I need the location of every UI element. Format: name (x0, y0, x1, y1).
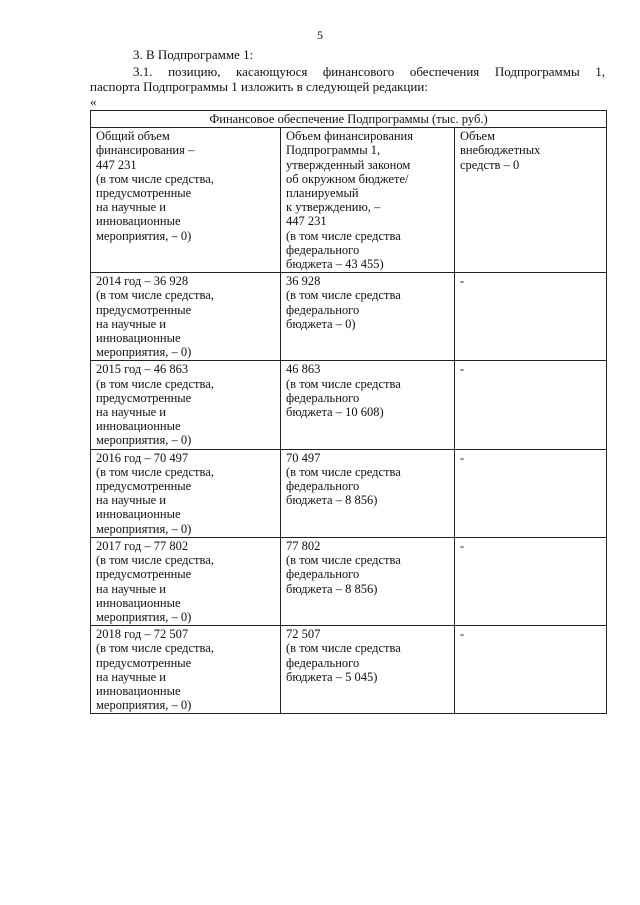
cell-line: на научные и (96, 581, 166, 596)
cell-line: бюджета – 0) (286, 316, 356, 331)
cell-line: - (460, 538, 465, 553)
financing-table (90, 110, 607, 714)
program-financing-cell (281, 361, 455, 449)
table-row (91, 537, 607, 625)
cell-line: предусмотренные (96, 655, 192, 670)
page-number: 5 (317, 28, 323, 42)
cell-line: федерального (286, 655, 360, 670)
total-financing-cell (91, 626, 281, 714)
table-row (91, 626, 607, 714)
cell-line: Подпрограммы 1, (286, 143, 381, 158)
extrabudgetary-cell (455, 537, 607, 625)
cell-line: - (460, 362, 465, 377)
cell-line: 2014 год – 36 928 (96, 274, 189, 289)
cell-line: федерального (286, 242, 360, 257)
cell-line: 2015 год – 46 863 (96, 362, 189, 377)
extrabudgetary-cell (455, 128, 607, 273)
cell-line: 447 231 (286, 214, 327, 229)
extrabudgetary-cell (455, 449, 607, 537)
cell-line: (в том числе средства, (96, 171, 214, 186)
cell-line: (в том числе средства, (96, 553, 214, 568)
cell-line: инновационные (96, 683, 181, 698)
table-row (91, 273, 607, 361)
program-financing-cell (281, 626, 455, 714)
cell-line: - (460, 450, 465, 465)
cell-line: федерального (286, 567, 360, 582)
cell-line: на научные и (96, 669, 166, 684)
program-financing-cell (281, 128, 455, 273)
extrabudgetary-cell (455, 273, 607, 361)
cell-line: федерального (286, 479, 360, 494)
cell-line: финансирования – (96, 143, 195, 158)
paragraph-line-1: 3.1. позицию, касающуюся финансового обеспечения Подпрограммы 1, (133, 64, 605, 79)
cell-line: к утверждению, – (286, 200, 381, 215)
cell-line: бюджета – 5 045) (286, 669, 378, 684)
cell-line: утвержденный законом (286, 157, 411, 172)
cell-line: (в том числе средства (286, 228, 401, 243)
cell-line: инновационные (96, 331, 181, 346)
cell-line: - (460, 627, 465, 642)
cell-line: (в том числе средства, (96, 376, 214, 391)
cell-line: внебюджетных (460, 143, 541, 158)
cell-line: на научные и (96, 493, 166, 508)
total-financing-cell (91, 128, 281, 273)
cell-line: 72 507 (286, 627, 321, 642)
cell-line: (в том числе средства (286, 553, 401, 568)
cell-line: инновационные (96, 507, 181, 522)
cell-line: (в том числе средства, (96, 464, 214, 479)
cell-line: инновационные (96, 419, 181, 434)
cell-line: (в том числе средства, (96, 288, 214, 303)
cell-line: мероприятия, – 0) (96, 345, 192, 360)
amendment-paragraph (90, 64, 605, 94)
extrabudgetary-cell (455, 361, 607, 449)
cell-line: бюджета – 8 856) (286, 493, 378, 508)
cell-line: мероприятия, – 0) (96, 521, 192, 536)
cell-line: 447 231 (96, 157, 137, 172)
cell-line: мероприятия, – 0) (96, 433, 192, 448)
opening-quote: « (90, 94, 97, 109)
table-title: Финансовое обеспечение Подпрограммы (тыс. руб.) (91, 111, 607, 128)
total-financing-cell (91, 449, 281, 537)
cell-line: бюджета – 8 856) (286, 581, 378, 596)
cell-line: Объем финансирования (286, 129, 413, 144)
cell-line: предусмотренные (96, 302, 192, 317)
total-financing-cell (91, 537, 281, 625)
cell-line: мероприятия, – 0) (96, 609, 192, 624)
program-financing-cell (281, 273, 455, 361)
cell-line: 2016 год – 70 497 (96, 450, 189, 465)
cell-line: 36 928 (286, 274, 321, 289)
cell-line: предусмотренные (96, 390, 192, 405)
cell-line: (в том числе средства, (96, 641, 214, 656)
cell-line: мероприятия, – 0) (96, 228, 192, 243)
cell-line: мероприятия, – 0) (96, 698, 192, 713)
cell-line: предусмотренные (96, 567, 192, 582)
cell-line: бюджета – 10 608) (286, 405, 384, 420)
cell-line: федерального (286, 390, 360, 405)
cell-line: - (460, 274, 465, 289)
cell-line: федерального (286, 302, 360, 317)
cell-line: (в том числе средства (286, 288, 401, 303)
cell-line: бюджета – 43 455) (286, 257, 384, 272)
table-row (91, 449, 607, 537)
table-title-row (91, 111, 607, 128)
extrabudgetary-cell (455, 626, 607, 714)
cell-line: инновационные (96, 595, 181, 610)
cell-line: Общий объем (96, 129, 170, 144)
cell-line: предусмотренные (96, 186, 192, 201)
section-heading: 3. В Подпрограмме 1: (133, 47, 254, 62)
program-financing-cell (281, 449, 455, 537)
cell-line: (в том числе средства (286, 464, 401, 479)
cell-line: инновационные (96, 214, 181, 229)
cell-line: 2018 год – 72 507 (96, 627, 189, 642)
cell-line: (в том числе средства (286, 641, 401, 656)
cell-line: (в том числе средства (286, 376, 401, 391)
cell-line: планируемый (286, 186, 359, 201)
cell-line: на научные и (96, 316, 166, 331)
cell-line: 46 863 (286, 362, 321, 377)
cell-line: 70 497 (286, 450, 321, 465)
cell-line: на научные и (96, 200, 166, 215)
cell-line: 77 802 (286, 538, 321, 553)
cell-line: средств – 0 (460, 157, 520, 172)
cell-line: предусмотренные (96, 479, 192, 494)
cell-line: Объем (460, 129, 495, 144)
cell-line: на научные и (96, 405, 166, 420)
cell-line: об окружном бюджете/ (286, 171, 409, 186)
program-financing-cell (281, 537, 455, 625)
total-financing-cell (91, 273, 281, 361)
table-header-row (91, 128, 607, 273)
paragraph-line-2: паспорта Подпрограммы 1 изложить в следующей редакции: (90, 79, 428, 94)
cell-line: 2017 год – 77 802 (96, 538, 189, 553)
table-row (91, 361, 607, 449)
total-financing-cell (91, 361, 281, 449)
